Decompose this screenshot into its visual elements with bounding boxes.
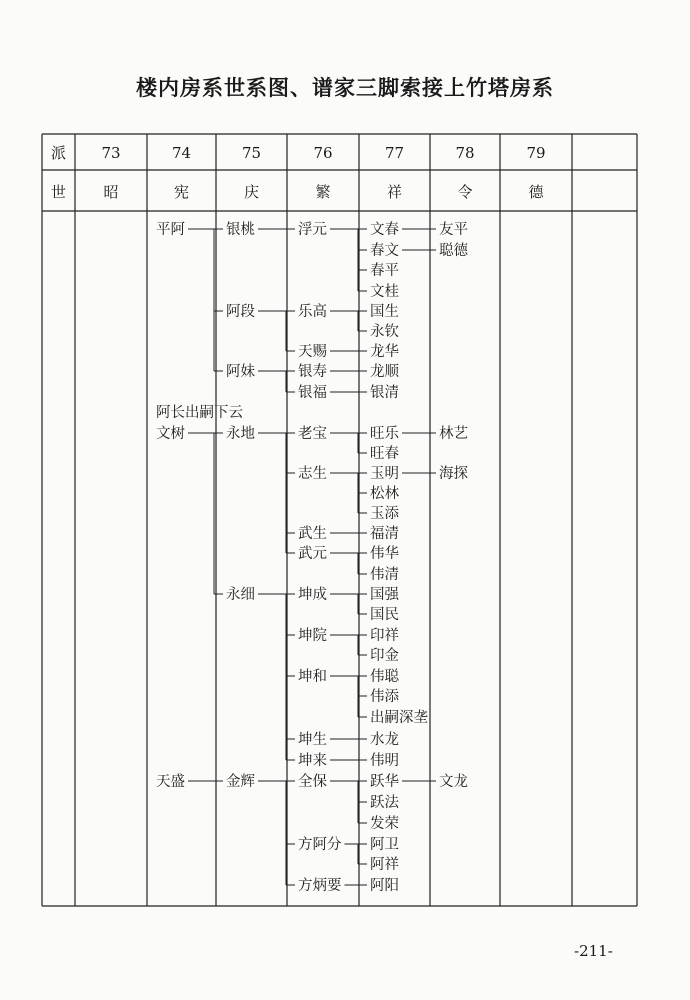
person-name: 文龙 bbox=[439, 774, 468, 790]
person-name: 伟添 bbox=[370, 689, 399, 705]
person-name: 海探 bbox=[439, 466, 468, 482]
person-name: 天赐 bbox=[298, 344, 327, 360]
person-name: 国强 bbox=[370, 587, 399, 603]
person-name: 银桃 bbox=[226, 222, 255, 238]
person-name: 跃法 bbox=[370, 795, 399, 811]
person-name: 文春 bbox=[370, 222, 399, 238]
person-name: 阿祥 bbox=[370, 857, 399, 873]
generation-number: 75 bbox=[241, 144, 262, 162]
person-name: 玉添 bbox=[370, 506, 399, 522]
person-name: 坤来 bbox=[298, 753, 327, 769]
person-name: 银寿 bbox=[298, 364, 327, 380]
person-name: 伟明 bbox=[370, 753, 399, 769]
person-name: 伟清 bbox=[370, 567, 399, 583]
generation-character: 祥 bbox=[386, 183, 403, 201]
person-name: 银福 bbox=[298, 385, 327, 401]
person-name: 阿段 bbox=[226, 304, 255, 320]
person-name: 友平 bbox=[439, 222, 468, 238]
generation-character: 繁 bbox=[315, 183, 331, 201]
person-name: 水龙 bbox=[370, 732, 399, 748]
generation-number: 76 bbox=[313, 144, 333, 162]
person-name: 老宝 bbox=[298, 426, 327, 442]
person-name: 银清 bbox=[370, 385, 399, 401]
person-name: 印祥 bbox=[370, 628, 399, 644]
person-name: 印金 bbox=[370, 648, 399, 664]
person-name: 跃华 bbox=[370, 774, 399, 790]
table-header bbox=[51, 144, 546, 201]
page-title: 楼内房系世系图、谱家三脚索接上竹塔房系 bbox=[136, 75, 554, 100]
person-name: 武生 bbox=[298, 526, 327, 542]
generation-character: 昭 bbox=[103, 183, 119, 201]
person-name: 坤和 bbox=[298, 669, 327, 685]
person-name: 春文 bbox=[370, 243, 399, 259]
generation-character: 宪 bbox=[173, 183, 190, 201]
generation-number: 79 bbox=[526, 144, 546, 162]
person-name: 林艺 bbox=[439, 426, 468, 442]
person-name: 国民 bbox=[370, 607, 399, 623]
person-name: 聪德 bbox=[439, 243, 468, 259]
generation-number: 74 bbox=[171, 144, 192, 162]
person-name: 方阿分 bbox=[298, 837, 342, 853]
person-name: 坤成 bbox=[298, 587, 327, 603]
header-label-shi: 世 bbox=[50, 183, 67, 201]
person-name: 武元 bbox=[298, 546, 327, 562]
person-name: 玉明 bbox=[370, 466, 399, 482]
generation-character: 德 bbox=[528, 183, 544, 201]
person-name: 阿阳 bbox=[370, 878, 399, 894]
person-name: 国生 bbox=[370, 304, 399, 320]
person-name: 乐高 bbox=[298, 304, 327, 320]
person-name: 旺春 bbox=[370, 446, 399, 462]
person-name: 文树 bbox=[156, 426, 185, 442]
person-name: 福清 bbox=[370, 526, 399, 542]
person-name: 方炳要 bbox=[298, 878, 342, 894]
person-name: 阿卫 bbox=[370, 837, 399, 853]
generation-character: 庆 bbox=[243, 183, 260, 201]
person-name: 阿妹 bbox=[226, 364, 255, 380]
person-name: 伟华 bbox=[370, 546, 399, 562]
person-name: 永钦 bbox=[370, 324, 399, 340]
page-number: -211- bbox=[574, 942, 613, 960]
person-name: 全保 bbox=[298, 774, 327, 790]
person-name: 文桂 bbox=[370, 284, 399, 300]
person-name: 天盛 bbox=[156, 774, 185, 790]
header-label-pai: 派 bbox=[50, 144, 67, 162]
lineage-names bbox=[156, 220, 468, 894]
person-name: 龙华 bbox=[370, 344, 399, 360]
person-name: 春平 bbox=[370, 263, 399, 279]
generation-character: 令 bbox=[457, 183, 473, 201]
table-grid bbox=[42, 134, 637, 906]
adoption-note: 阿长出嗣下云 bbox=[156, 405, 243, 421]
generation-number: 78 bbox=[455, 144, 475, 162]
person-name: 坤院 bbox=[298, 628, 327, 644]
person-name: 平阿 bbox=[156, 222, 185, 238]
generation-number: 77 bbox=[384, 144, 405, 162]
person-name: 龙顺 bbox=[370, 364, 399, 380]
person-name: 浮元 bbox=[298, 222, 327, 238]
person-name: 出嗣深垄 bbox=[370, 710, 428, 726]
person-name: 旺乐 bbox=[370, 426, 399, 442]
person-name: 坤生 bbox=[298, 732, 327, 748]
person-name: 伟聪 bbox=[370, 669, 399, 685]
generation-number: 73 bbox=[101, 144, 121, 162]
person-name: 松林 bbox=[370, 486, 399, 502]
person-name: 永地 bbox=[226, 426, 255, 442]
person-name: 发荣 bbox=[370, 816, 399, 832]
person-name: 志生 bbox=[298, 466, 327, 482]
person-name: 永细 bbox=[226, 587, 255, 603]
person-name: 金辉 bbox=[226, 774, 255, 790]
